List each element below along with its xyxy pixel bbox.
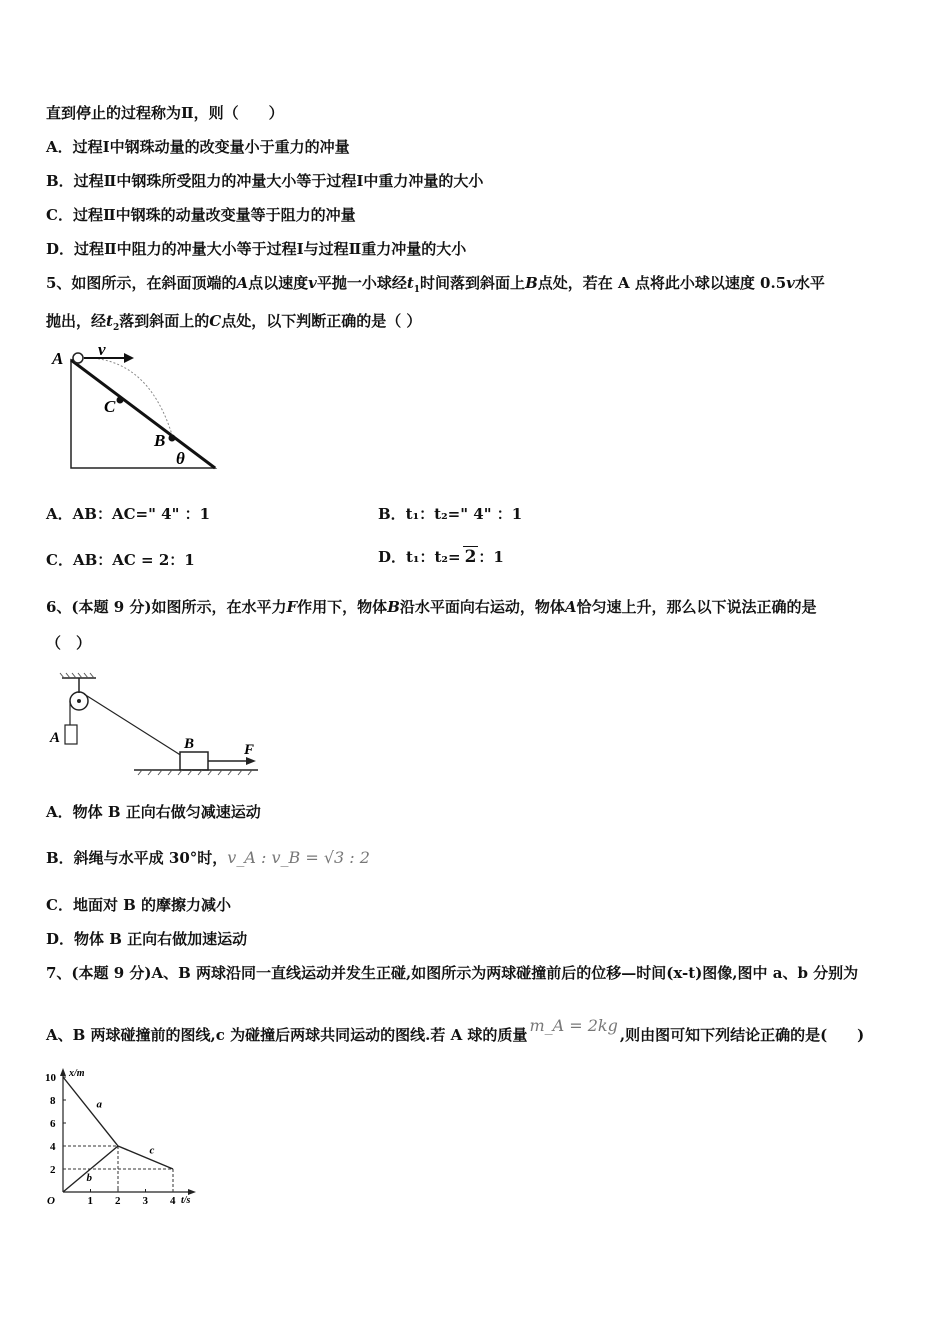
q5-stem-line1: 5、如图所示，在斜面顶端的A点以速度v平抛一小球经$t_1$时间落到斜面上B点处，若在 A 点将此小球以速度 0.5v水平 bbox=[46, 274, 825, 295]
chart-y-tick: 10 bbox=[45, 1072, 56, 1084]
q6-option-b: B．斜绳与水平成 30°时，v_A : v_B = √3 : 2 bbox=[46, 848, 370, 867]
q4-option-b: B．过程Ⅱ中钢珠所受阻力的冲量大小等于过程Ⅰ中重力冲量的大小 bbox=[46, 172, 484, 190]
q4-option-d: D．过程Ⅱ中阻力的冲量大小等于过程Ⅰ与过程Ⅱ重力冲量的大小 bbox=[46, 240, 467, 258]
chart-series-label: a bbox=[96, 1098, 102, 1111]
q7-stem-line1: 7、(本题 9 分)A、B 两球沿同一直线运动并发生正碰,如图所示为两球碰撞前后的位移—时间(x-t)图像,图中 a、b 分别为 bbox=[46, 964, 859, 982]
pulley-label-f: F bbox=[244, 742, 255, 758]
q5-option-d: D．t₁：t₂= 2 ：1 bbox=[378, 547, 504, 567]
q5-option-a: A．AB：AC=" 4" ：1 bbox=[46, 505, 211, 523]
incline-label-theta: θ bbox=[176, 449, 185, 468]
chart-x-tick: 1 bbox=[87, 1195, 93, 1207]
chart-x-tick: O bbox=[47, 1195, 55, 1207]
chart-xlabel: t/s bbox=[181, 1195, 191, 1206]
chart-y-tick: 4 bbox=[50, 1141, 56, 1153]
q4-stem: 直到停止的过程称为Ⅱ，则（ ） bbox=[46, 104, 284, 122]
pulley-label-a: A bbox=[50, 730, 61, 746]
q6-stem-line2: （ ） bbox=[46, 634, 92, 652]
chart-series-a bbox=[63, 1077, 118, 1146]
q6-option-a: A．物体 B 正向右做匀减速运动 bbox=[46, 803, 261, 821]
incline-figure bbox=[48, 342, 223, 472]
q4-option-a: A．过程Ⅰ中钢珠动量的改变量小于重力的冲量 bbox=[46, 138, 350, 156]
incline-label-c: C bbox=[104, 397, 116, 416]
chart-x-tick: 2 bbox=[115, 1195, 121, 1207]
incline-label-a: A bbox=[52, 349, 64, 368]
pulley-label-b: B bbox=[184, 736, 195, 752]
chart-series-label: b bbox=[86, 1172, 92, 1184]
xt-chart bbox=[40, 1066, 200, 1206]
chart-x-tick: 3 bbox=[142, 1195, 148, 1207]
chart-series-c bbox=[118, 1146, 173, 1169]
chart-ylabel: x/m bbox=[69, 1068, 85, 1079]
chart-x-tick: 4 bbox=[170, 1195, 176, 1207]
incline-label-b: B bbox=[154, 431, 166, 450]
q6-option-d: D．物体 B 正向右做加速运动 bbox=[46, 930, 248, 948]
q5-option-b: B．t₁：t₂=" 4" ：1 bbox=[378, 505, 523, 523]
q7-stem-line2: A、B 两球碰撞前的图线,c 为碰撞后两球共同运动的图线.若 A 球的质量 m_A = 2kg ,则由图可知下列结论正确的是( ) bbox=[46, 1016, 865, 1044]
q6-option-c: C．地面对 B 的摩擦力减小 bbox=[46, 896, 232, 914]
q4-option-c: C．过程Ⅱ中钢珠的动量改变量等于阻力的冲量 bbox=[46, 206, 356, 224]
chart-y-tick: 6 bbox=[50, 1118, 56, 1130]
q5-option-c: C．AB：AC = 2：1 bbox=[46, 551, 195, 569]
q5-stem-line2: 抛出，经$t_2$落到斜面上的C点处，以下判断正确的是（ ） bbox=[46, 312, 422, 333]
pulley-figure bbox=[48, 672, 268, 782]
chart-y-tick: 8 bbox=[50, 1095, 56, 1107]
chart-series-label: c bbox=[149, 1144, 155, 1157]
chart-y-tick: 2 bbox=[50, 1164, 56, 1176]
incline-label-v: v bbox=[98, 340, 106, 359]
q6-stem-line1: 6、(本题 9 分)如图所示，在水平力F作用下，物体B沿水平面向右运动，物体A恰匀速上升，那么以下说法正确的是 bbox=[46, 598, 817, 616]
